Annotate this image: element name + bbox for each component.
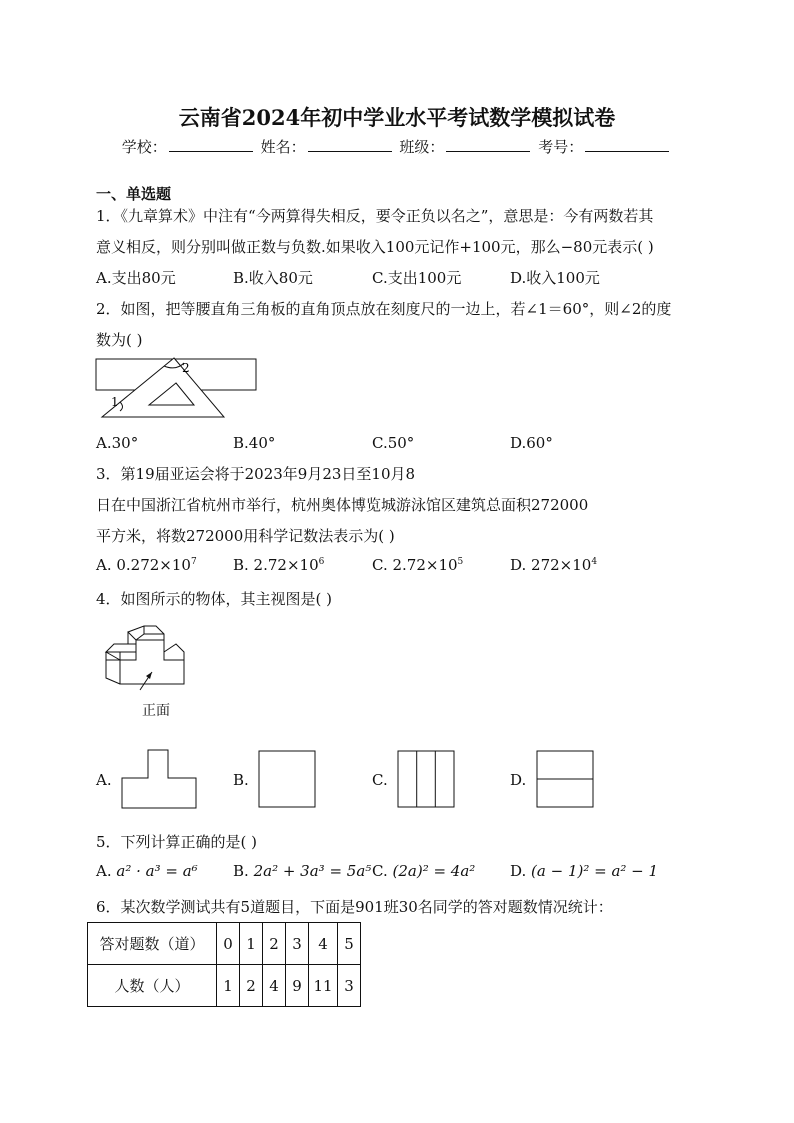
q3-option-d[interactable]	[510, 556, 597, 574]
table-cell: 11	[309, 965, 338, 1007]
q3-option-b-exp: 6	[318, 557, 325, 567]
angle2-label: 2	[182, 361, 190, 375]
solid-object-figure	[100, 622, 195, 694]
q4-option-b-figure[interactable]	[258, 750, 318, 810]
q2-line1: 2．如图，把等腰直角三角板的直角顶点放在刻度尺的一边上，若∠1＝60°，则∠2的度	[96, 300, 672, 318]
q1-option-c[interactable]: C.支出100元	[372, 269, 462, 287]
class-blank[interactable]	[446, 137, 530, 152]
q3-option-b[interactable]	[233, 556, 324, 574]
name-blank[interactable]	[308, 137, 392, 152]
q2-option-b[interactable]: B.40°	[233, 434, 276, 452]
object-right-top	[164, 644, 184, 660]
q5-option-c[interactable]	[372, 862, 475, 880]
q3-option-b-text: B. 2.72×10	[233, 556, 319, 574]
section-heading: 一、单选题	[96, 185, 172, 203]
q5-option-b[interactable]	[233, 862, 371, 880]
q5-option-c-expr: (2a)² = 4a²	[392, 862, 476, 880]
q1-option-a[interactable]: A.支出80元	[96, 269, 176, 287]
q3-line3: 平方米，将数272000用科学记数法表示为( )	[96, 527, 395, 545]
q4-option-d-figure[interactable]	[536, 750, 596, 810]
q3-option-a-exp: 7	[190, 557, 197, 567]
q2-option-a[interactable]: A.30°	[96, 434, 139, 452]
q5-option-a-expr: a² · a³ = a⁶	[116, 862, 198, 880]
school-label: 学校：	[121, 138, 167, 156]
table-cell: 9	[286, 965, 309, 1007]
object-top-block	[128, 626, 164, 640]
q3-option-c-exp: 5	[457, 557, 464, 567]
q5-option-c-letter: C.	[372, 862, 388, 880]
q4-line1: 4．如图所示的物体，其主视图是( )	[96, 590, 333, 608]
q3-option-a[interactable]	[96, 556, 197, 574]
q3-option-d-text: D. 272×10	[510, 556, 592, 574]
q3-option-c[interactable]	[372, 556, 463, 574]
t-shape-outline	[122, 750, 196, 808]
q5-line1: 5．下列计算正确的是( )	[96, 833, 258, 851]
table-cell: 0	[217, 923, 240, 965]
angle1-label: 1	[111, 395, 119, 409]
q1-option-d[interactable]: D.收入100元	[510, 269, 600, 287]
table-row	[88, 965, 361, 1007]
table-cell: 5	[338, 923, 361, 965]
q5-option-a-letter: A.	[96, 862, 112, 880]
table-cell: 3	[286, 923, 309, 965]
q5-option-b-letter: B.	[233, 862, 249, 880]
q3-line1: 3．第19届亚运会将于2023年9月23日至10月8	[96, 465, 416, 483]
q3-line2: 日在中国浙江省杭州市举行，杭州奥体博览城游泳馆区建筑总面积272000	[96, 496, 589, 514]
school-blank[interactable]	[169, 137, 253, 152]
table-cell: 2	[263, 923, 286, 965]
class-label: 班级：	[399, 138, 445, 156]
answer-stats-table	[87, 922, 361, 1007]
q3-option-c-text: C. 2.72×10	[372, 556, 458, 574]
q2-option-c[interactable]: C.50°	[372, 434, 415, 452]
q1-line2: 意义相反，则分别叫做正数与负数.如果收入100元记作+100元，那么−80元表示( )	[96, 238, 654, 256]
square-outline	[398, 751, 454, 807]
name-label: 姓名：	[260, 138, 306, 156]
number-label: 考号：	[538, 138, 584, 156]
q2-line2: 数为( )	[96, 331, 143, 349]
q4-option-d-label[interactable]: D.	[510, 771, 527, 789]
q4-option-c-label[interactable]: C.	[372, 771, 388, 789]
q5-option-d-expr: (a − 1)² = a² − 1	[531, 862, 659, 880]
q5-option-d-letter: D.	[510, 862, 527, 880]
table-cell: 2	[240, 965, 263, 1007]
table-cell: 1	[240, 923, 263, 965]
number-blank[interactable]	[585, 137, 669, 152]
table-cell: 3	[338, 965, 361, 1007]
q1-line1: 1．《九章算术》中注有“今两算得失相反，要令正负以名之”，意思是：今有两数若其	[96, 207, 654, 225]
student-info-line	[0, 136, 794, 157]
table-cell: 4	[263, 965, 286, 1007]
table-header-cell: 答对题数（道）	[88, 923, 217, 965]
table-cell: 4	[309, 923, 338, 965]
q4-option-c-figure[interactable]	[397, 750, 457, 810]
ruler-triangle-figure	[94, 355, 264, 425]
q5-option-b-expr: 2a² + 3a³ = 5a⁵	[253, 862, 372, 880]
page-title: 云南省2024年初中学业水平考试数学模拟试卷	[178, 105, 616, 130]
table-row	[88, 923, 361, 965]
q2-option-d[interactable]: D.60°	[510, 434, 553, 452]
q5-option-a[interactable]	[96, 862, 198, 880]
q5-option-d[interactable]	[510, 862, 658, 880]
square-outline	[259, 751, 315, 807]
q6-line1: 6．某次数学测试共有5道题目，下面是901班30名同学的答对题数情况统计：	[96, 898, 613, 916]
q3-option-d-exp: 4	[591, 557, 598, 567]
table-header-cell: 人数（人）	[88, 965, 217, 1007]
front-view-label: 正面	[142, 703, 170, 719]
q3-option-a-text: A. 0.272×10	[96, 556, 191, 574]
q4-option-b-label[interactable]: B.	[233, 771, 249, 789]
triangle-outer	[102, 358, 224, 417]
q1-option-b[interactable]: B.收入80元	[233, 269, 313, 287]
object-left-top	[106, 644, 136, 652]
table-cell: 1	[217, 965, 240, 1007]
q4-option-a-label[interactable]: A.	[96, 771, 112, 789]
q4-option-a-figure[interactable]	[120, 748, 200, 812]
